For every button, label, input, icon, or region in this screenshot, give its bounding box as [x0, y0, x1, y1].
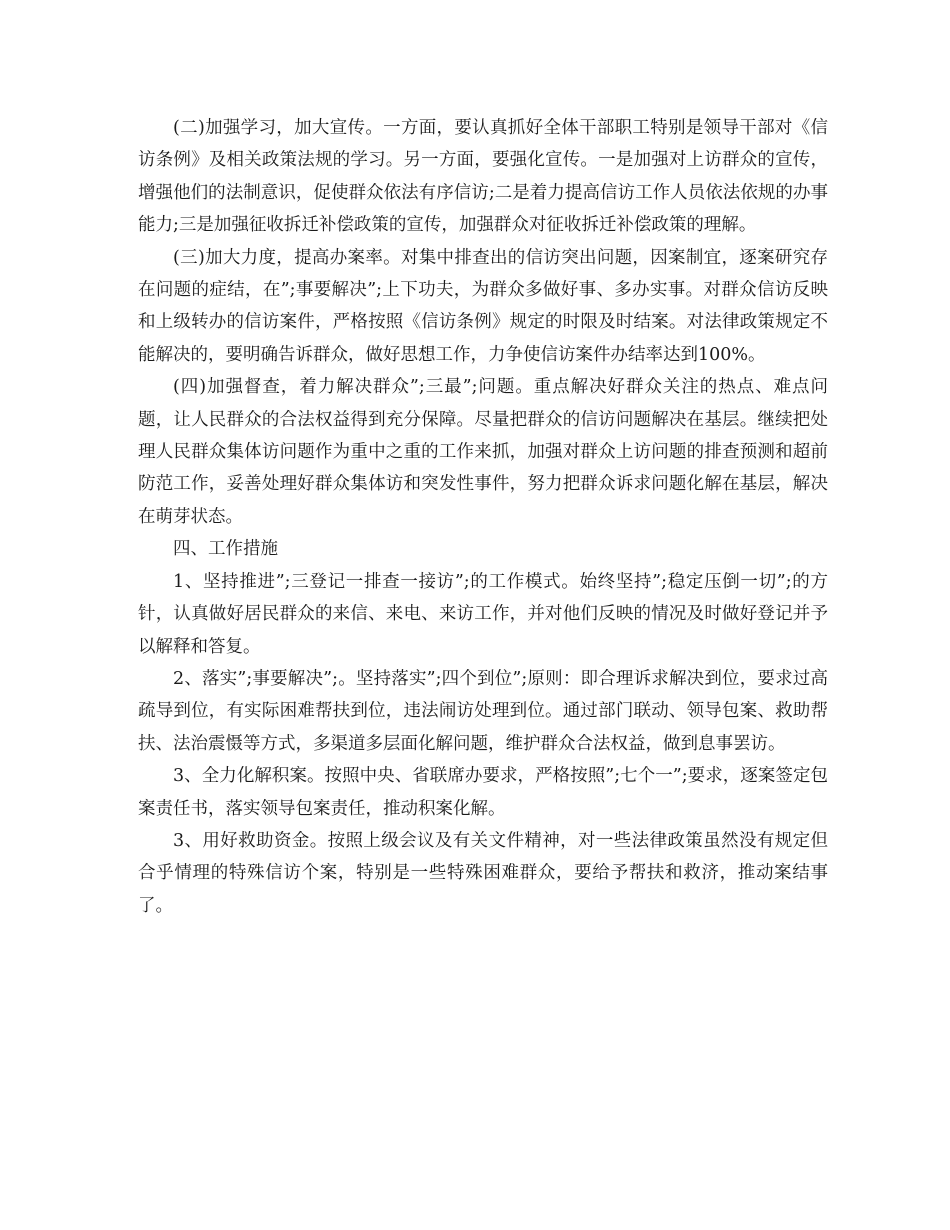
- measure-item-1: 1、坚持推进”;三登记一排查一接访”;的工作模式。始终坚持”;稳定压倒一切”;的方针，认真做好居民群众的来信、来电、来访工作，并对他们反映的情况及时做好登记并予以解释和答复。: [138, 571, 828, 657]
- measure-item-3-funds: 3、用好救助资金。按照上级会议及有关文件精神，对一些法律政策虽然没有规定但合乎情理的特殊信访个案，特别是一些特殊困难群众，要给予帮扶和救济，推动案结事了。: [138, 830, 828, 916]
- measure-item-2: 2、落实”;事要解决”;。坚持落实”;四个到位”;原则：即合理诉求解决到位，要求过高疏导到位，有实际困难帮扶到位，违法闹访处理到位。通过部门联动、领导包案、救助帮扶、法治震慑等方式，多渠道多层面化解问题，维护群众合法权益，做到息事罢访。: [138, 668, 828, 754]
- paragraph-increase-efforts: (三)加大力度，提高办案率。对集中排查出的信访突出问题，因案制宜，逐案研究存在问题的症结，在”;事要解决”;上下功夫，为群众多做好事、多办实事。对群众信访反映和上级转办的信访案件，严格按照《信访条例》规定的时限及时结案。对法律政策规定不能解决的，要明确告诉群众，做好思想工作，力争使信访案件办结率达到100%。: [138, 247, 828, 365]
- measure-item-3: 3、全力化解积案。按照中央、省联席办要求，严格按照”;七个一”;要求，逐案签定包案责任书，落实领导包案责任，推动积案化解。: [138, 766, 828, 819]
- section-heading-work-measures: 四、工作措施: [173, 539, 278, 560]
- paragraph-strengthen-supervision: (四)加强督查，着力解决群众”;三最”;问题。重点解决好群众关注的热点、难点问题，让人民群众的合法权益得到充分保障。尽量把群众的信访问题解决在基层。继续把处理人民群众集体访问题作为重中之重的工作来抓，加强对群众上访问题的排查预测和超前防范工作，妥善处理好群众集体访和突发性事件，努力把群众诉求问题化解在基层，解决在萌芽状态。: [138, 377, 828, 527]
- document-body: [138, 112, 828, 922]
- paragraph-strengthen-learning: (二)加强学习，加大宣传。一方面，要认真抓好全体干部职工特别是领导干部对《信访条例》及相关政策法规的学习。另一方面，要强化宣传。一是加强对上访群众的宣传，增强他们的法制意识，促使群众依法有序信访;二是着力提高信访工作人员依法依规的办事能力;三是加强征收拆迁补偿政策的宣传，加强群众对征收拆迁补偿政策的理解。: [138, 118, 828, 236]
